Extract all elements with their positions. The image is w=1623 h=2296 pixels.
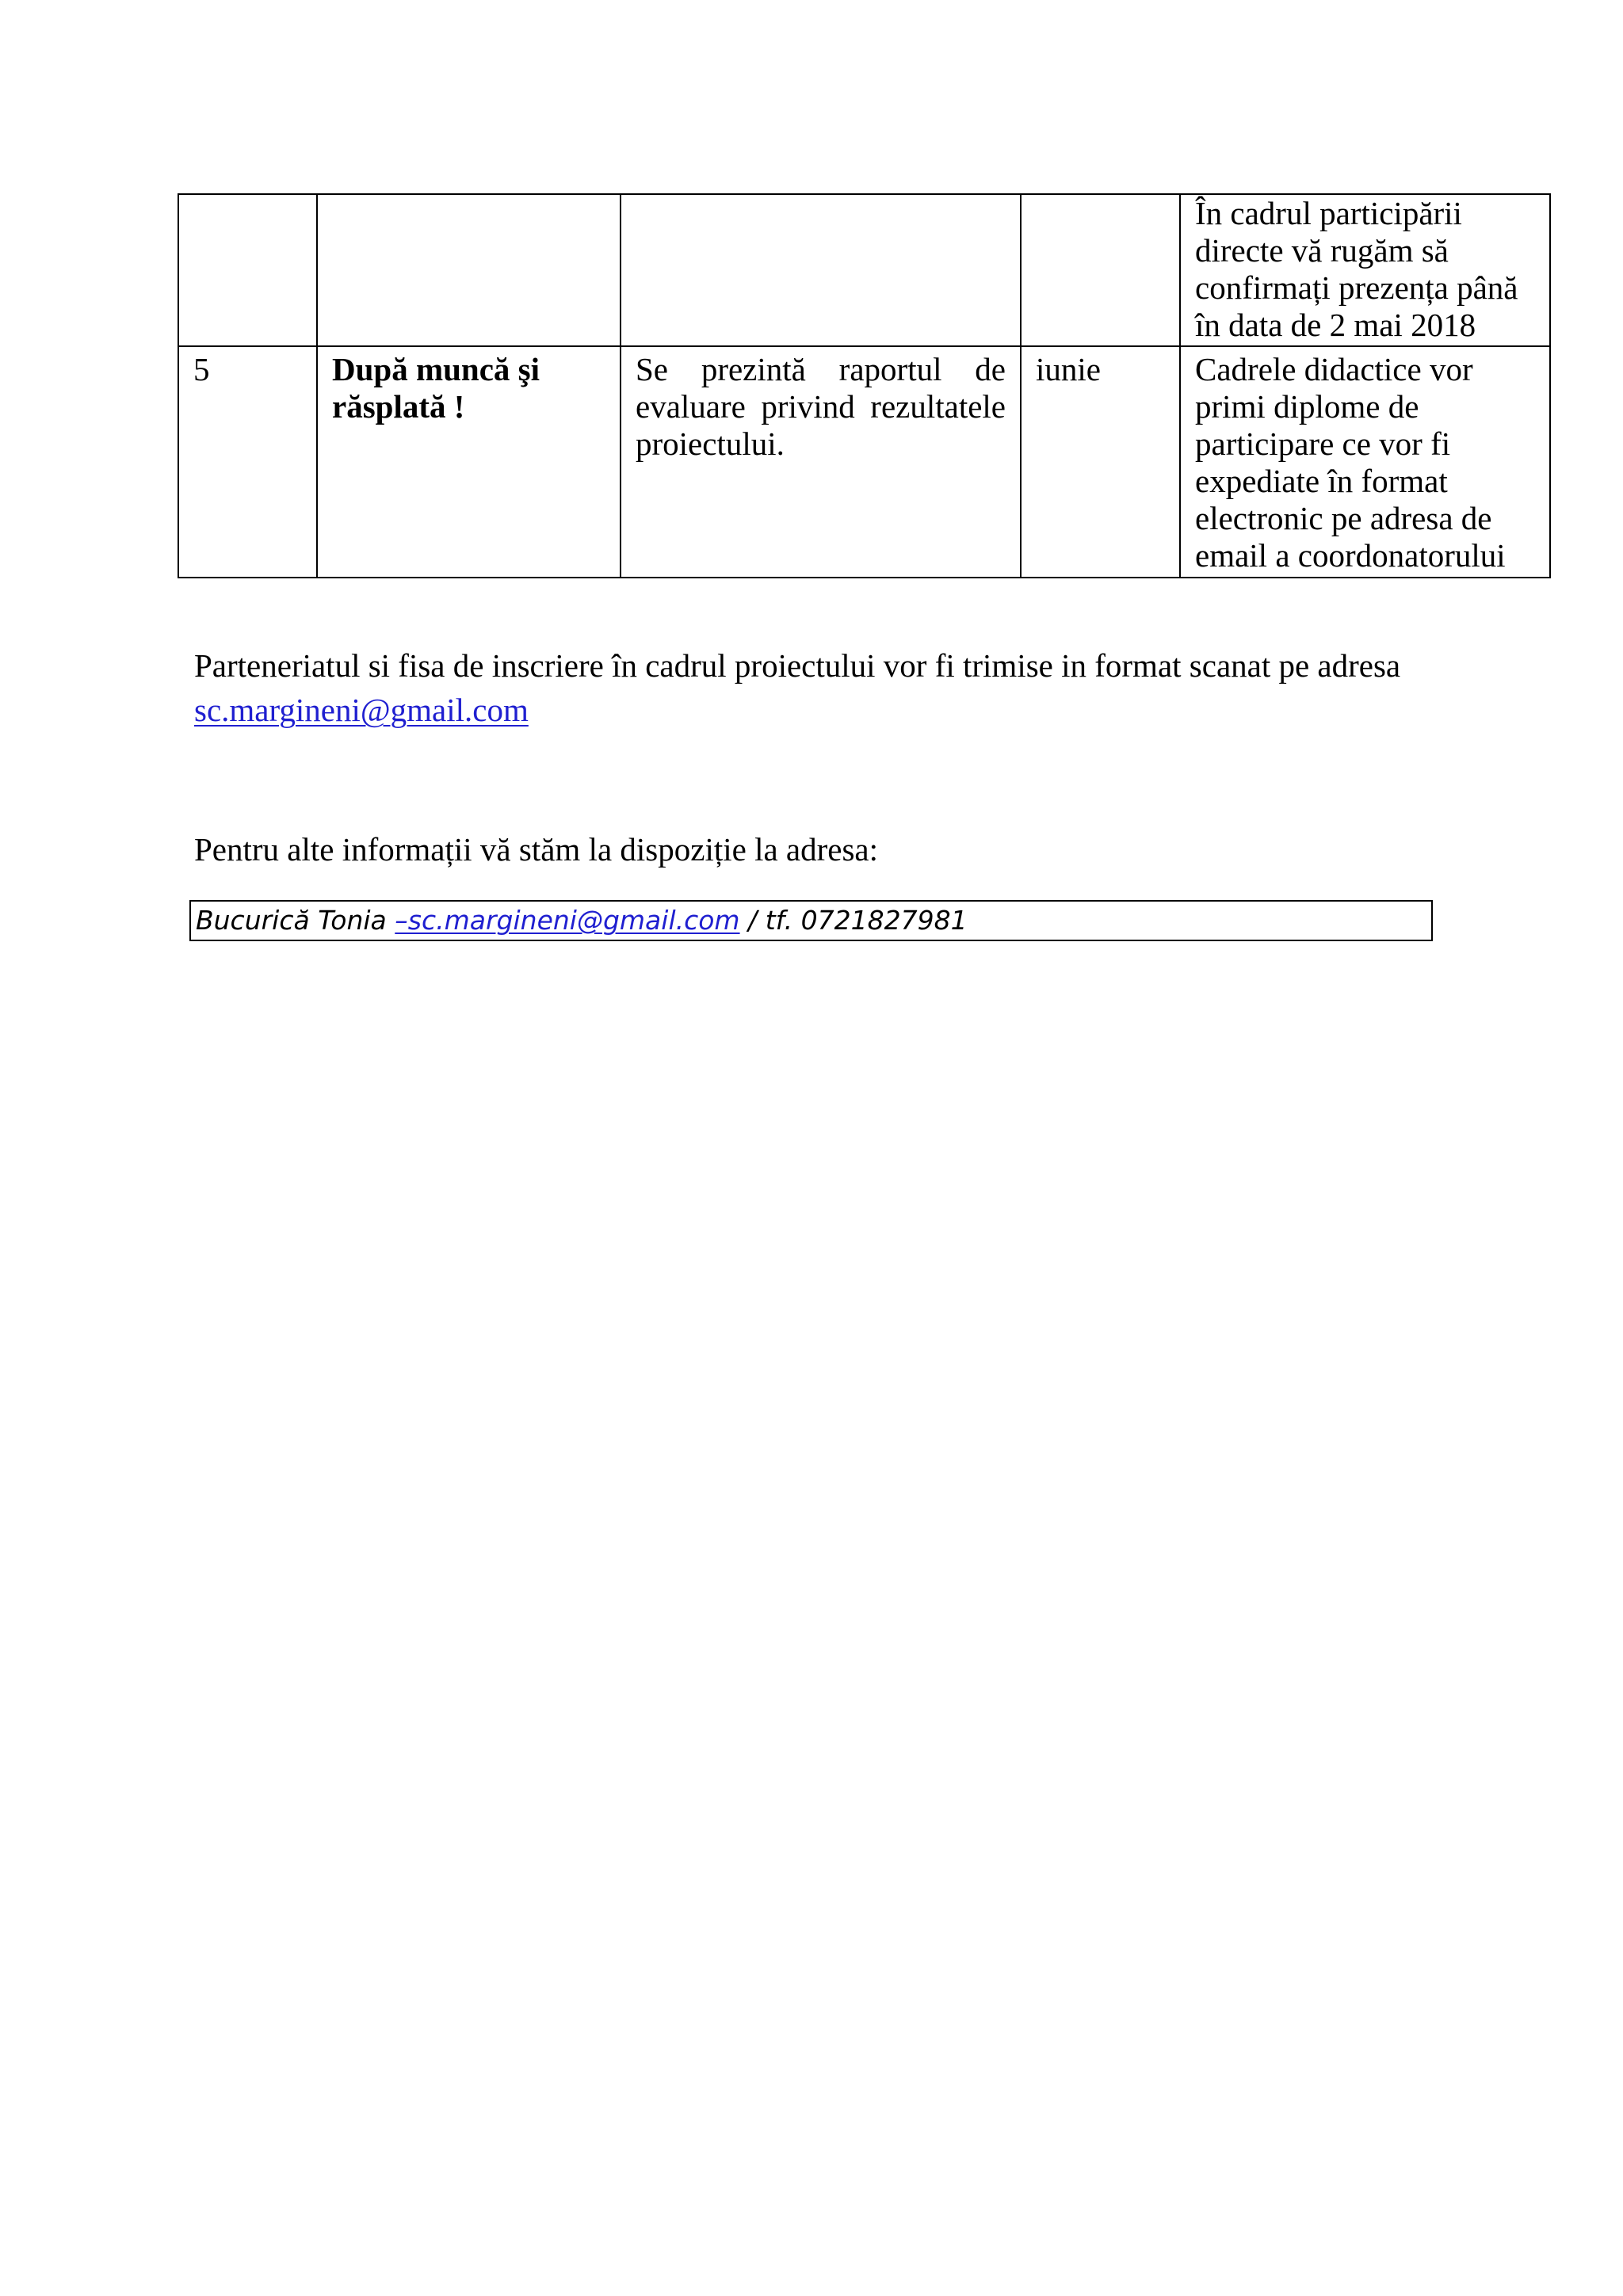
partnership-paragraph (194, 643, 1502, 732)
activity-period-cell (1021, 194, 1180, 346)
contact-phone: / tf. 0721827981 (739, 905, 968, 936)
activity-title-cell: După muncă şi răsplată ! (317, 346, 621, 578)
partnership-text: Parteneriatul si fisa de inscriere în cadrul proiectului vor fi trimise in format scanat pe adresa (194, 647, 1401, 684)
contact-box (189, 900, 1433, 941)
contact-name: Bucurică Tonia (196, 905, 395, 936)
contact-email-link[interactable]: –sc.margineni@gmail.com (395, 905, 740, 936)
table-row (178, 346, 1550, 578)
row-number-cell (178, 194, 317, 346)
info-paragraph: Pentru alte informații vă stăm la dispoziție la adresa: (194, 831, 879, 868)
activity-description-cell (621, 194, 1021, 346)
activity-description-cell: Se prezintă raportul de evaluare privind rezultatele proiectului. (621, 346, 1021, 578)
activity-title-cell (317, 194, 621, 346)
activity-observations-cell: În cadrul participării directe vă rugăm să confirmați prezența până în data de 2 mai 2018 (1180, 194, 1550, 346)
table-row (178, 194, 1550, 346)
partnership-email-link[interactable]: sc.margineni@gmail.com (194, 692, 529, 728)
activity-period-cell: iunie (1021, 346, 1180, 578)
row-number-cell: 5 (178, 346, 317, 578)
activity-observations-cell: Cadrele didactice vor primi diplome de participare ce vor fi expediate în format electronic pe adresa de email a coordonatorului (1180, 346, 1550, 578)
activity-table (178, 193, 1551, 578)
